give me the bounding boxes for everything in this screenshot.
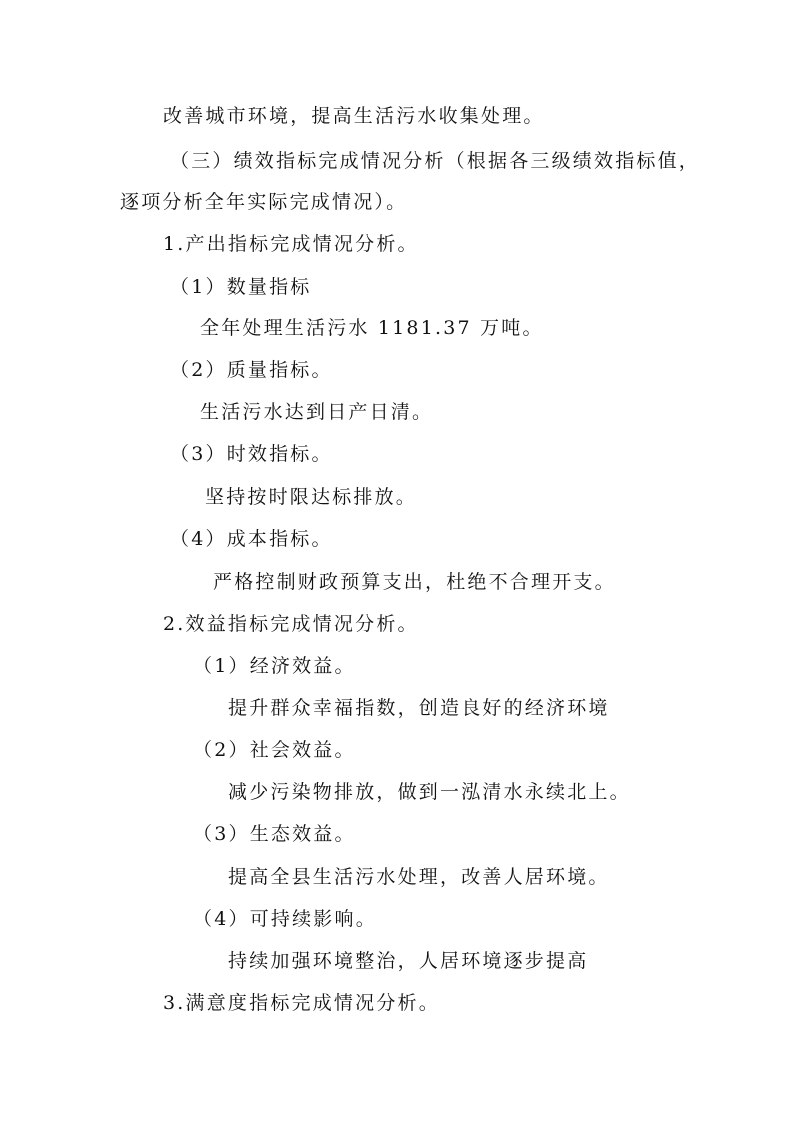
subheading-social-benefit: （2）社会效益。 (193, 739, 356, 761)
subheading-quantity: （1）数量指标 (170, 276, 312, 298)
text-timeliness: 坚持按时限达标排放。 (205, 486, 418, 508)
text-social-benefit: 减少污染物排放，做到一泓清水永续北上。 (228, 781, 631, 803)
text-ecological-benefit: 提高全县生活污水处理，改善人居环境。 (228, 866, 610, 888)
text-economic-benefit: 提升群众幸福指数，创造良好的经济环境 (228, 697, 610, 719)
paragraph-continuation: 改善城市环境，提高生活污水收集处理。 (163, 105, 545, 127)
section-heading-performance-indicators: （三）绩效指标完成情况分析（根据各三级绩效指标值， (170, 150, 701, 172)
heading-benefit-indicators: 2.效益指标完成情况分析。 (163, 613, 419, 635)
subheading-quality: （2）质量指标。 (170, 359, 333, 381)
subheading-ecological-benefit: （3）生态效益。 (193, 823, 356, 845)
text-cost: 严格控制财政预算支出，杜绝不合理开支。 (213, 571, 616, 593)
heading-satisfaction-indicators: 3.满意度指标完成情况分析。 (163, 992, 440, 1014)
subheading-sustainable-impact: （4）可持续影响。 (193, 908, 377, 930)
text-sustainable-impact: 持续加强环境整治，人居环境逐步提高 (228, 950, 589, 972)
heading-output-indicators: 1.产出指标完成情况分析。 (163, 233, 419, 255)
text-quantity: 全年处理生活污水 1181.37 万吨。 (200, 317, 544, 339)
section-heading-continuation: 逐项分析全年实际完成情况）。 (120, 191, 408, 213)
text-quality: 生活污水达到日产日清。 (200, 401, 434, 423)
subheading-economic-benefit: （1）经济效益。 (193, 655, 356, 677)
subheading-cost: （4）成本指标。 (170, 528, 333, 550)
subheading-timeliness: （3）时效指标。 (170, 443, 333, 465)
